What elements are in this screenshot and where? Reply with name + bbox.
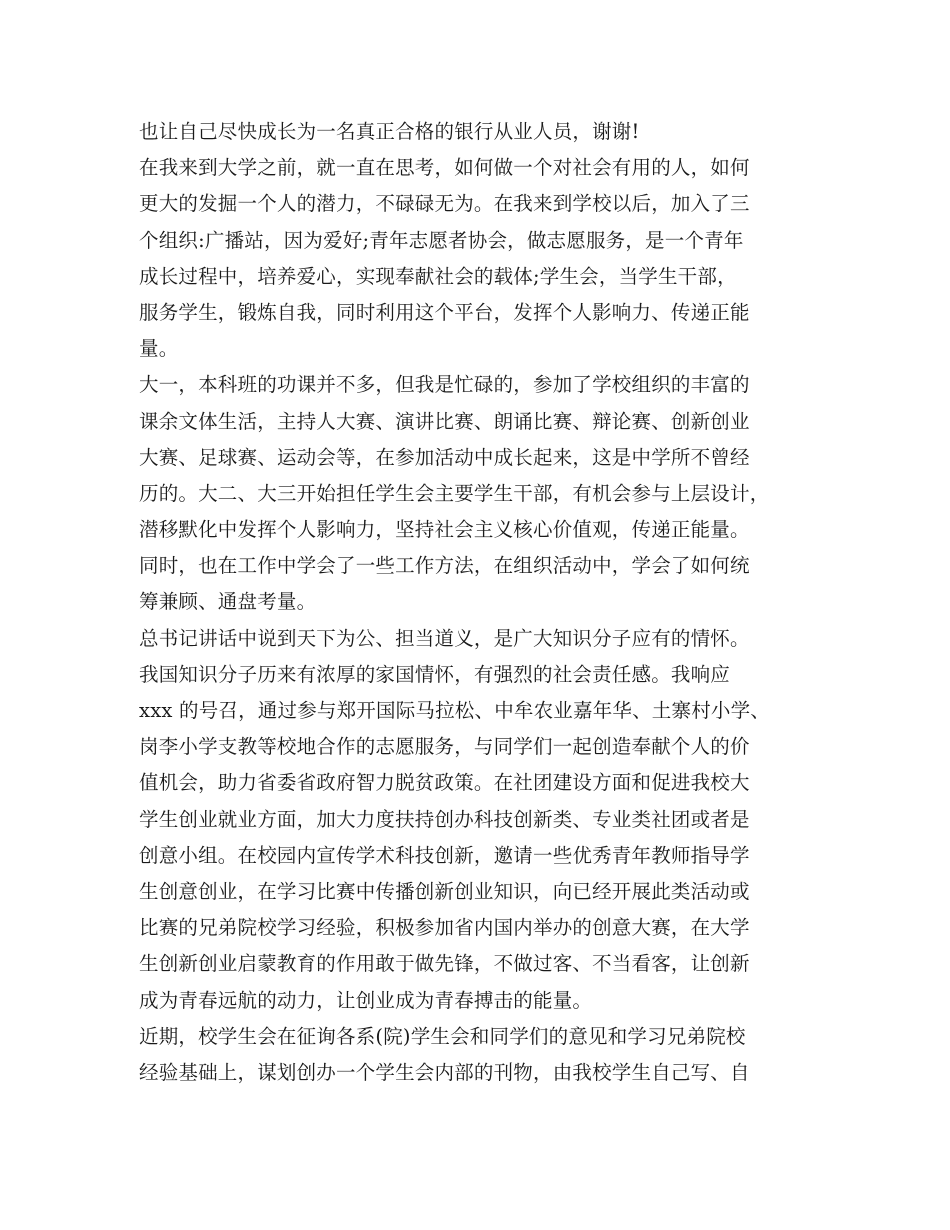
text-line: 服务学生，锻炼自我，同时利用这个平台，发挥个人影响力、传递正能 xyxy=(139,300,750,324)
text-line: 筹兼顾、通盘考量。 xyxy=(139,590,317,614)
text-line: 比赛的兄弟院校学习经验，积极参加省内国内举办的创意大赛，在大学 xyxy=(139,916,750,940)
text-line: xxx 的号召，通过参与郑开国际马拉松、中牟农业嘉年华、土寨村小学、 xyxy=(139,699,770,722)
text-line: 大赛、足球赛、运动会等，在参加活动中成长起来，这是中学所不曾经 xyxy=(139,445,750,469)
text-line: 成为青春远航的动力，让创业成为青春搏击的能量。 xyxy=(139,988,593,1012)
text-line: 历的。大二、大三开始担任学生会主要学生干部，有机会参与上层设计， xyxy=(139,481,770,505)
text-line: 课余文体生活，主持人大赛、演讲比赛、朗诵比赛、辩论赛、创新创业 xyxy=(139,409,750,433)
text-line: 潜移默化中发挥个人影响力，坚持社会主义核心价值观，传递正能量。 xyxy=(139,518,750,542)
text-line: 也让自己尽快成长为一名真正合格的银行从业人员，谢谢! xyxy=(139,120,640,143)
text-line: 生创意创业，在学习比赛中传播创新创业知识，向已经开展此类活动或 xyxy=(139,879,750,903)
text-line: 个组织:广播站，因为爱好;青年志愿者协会，做志愿服务，是一个青年 xyxy=(139,228,744,252)
text-line: 创意小组。在校园内宣传学术科技创新，邀请一些优秀青年教师指导学 xyxy=(139,843,750,867)
text-line: 生创新创业启蒙教育的作用敢于做先锋，不做过客、不当看客，让创新 xyxy=(139,952,750,976)
text-line: 学生创业就业方面，加大力度扶持创办科技创新类、专业类社团或者是 xyxy=(139,807,750,831)
text-line: 近期，校学生会在征询各系(院)学生会和同学们的意见和学习兄弟院校 xyxy=(139,1024,746,1048)
text-line: 我国知识分子历来有浓厚的家国情怀，有强烈的社会责任感。我响应 xyxy=(139,662,731,686)
text-line: 更大的发掘一个人的潜力，不碌碌无为。在我来到学校以后，加入了三 xyxy=(139,192,750,216)
text-line: 量。 xyxy=(139,337,179,361)
text-line: 值机会，助力省委省政府智力脱贫政策。在社团建设方面和促进我校大 xyxy=(139,771,750,795)
text-line: 总书记讲话中说到天下为公、担当道义，是广大知识分子应有的情怀。 xyxy=(139,626,750,650)
document-body xyxy=(139,114,829,1091)
text-line: 大一，本科班的功课并不多，但我是忙碌的，参加了学校组织的丰富的 xyxy=(139,373,750,397)
text-line: 在我来到大学之前，就一直在思考，如何做一个对社会有用的人，如何 xyxy=(139,156,750,180)
text-line: 经验基础上，谋划创办一个学生会内部的刊物，由我校学生自己写、自 xyxy=(139,1060,750,1084)
text-line: 岗李小学支教等校地合作的志愿服务，与同学们一起创造奉献个人的价 xyxy=(139,735,750,759)
text-line: 同时，也在工作中学会了一些工作方法，在组织活动中，学会了如何统 xyxy=(139,554,750,578)
text-line: 成长过程中，培养爱心，实现奉献社会的载体;学生会，当学生干部， xyxy=(139,264,737,288)
